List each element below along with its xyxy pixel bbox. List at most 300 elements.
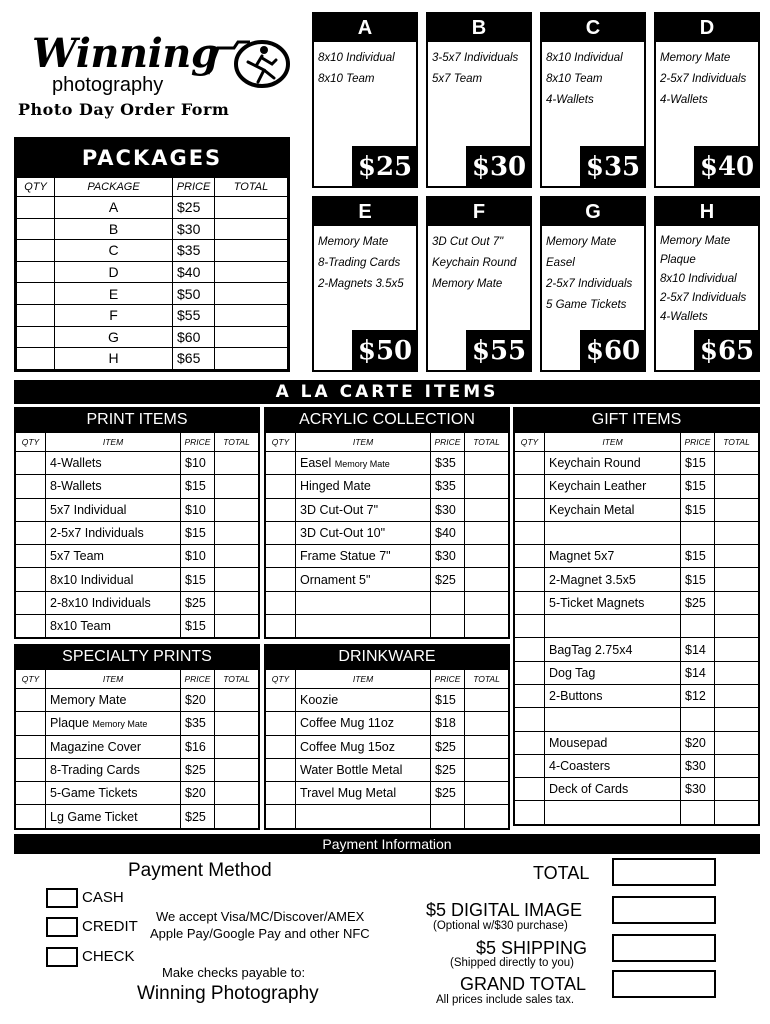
- section-title: GIFT ITEMS: [514, 408, 759, 432]
- item-row: [16, 591, 259, 614]
- item-row: [266, 758, 509, 781]
- cash-label: CASH: [82, 889, 124, 906]
- item-price: $35: [431, 452, 465, 475]
- total-cell[interactable]: [715, 498, 759, 521]
- item-name: 4-Coasters: [549, 759, 611, 773]
- item-cell: [296, 782, 431, 805]
- package-letter: F: [55, 304, 173, 326]
- accept-line-2: Apple Pay/Google Pay and other NFC: [150, 926, 370, 941]
- item-note: Memory Mate: [92, 719, 148, 730]
- item-row: [515, 452, 759, 475]
- col-total: TOTAL: [465, 433, 509, 452]
- item-cell: [545, 591, 681, 614]
- item-name: Koozie: [300, 693, 339, 708]
- qty-cell[interactable]: [515, 545, 545, 568]
- print-items-section: [14, 407, 260, 639]
- total-cell[interactable]: [215, 545, 259, 568]
- qty-cell[interactable]: [266, 498, 296, 521]
- qty-cell[interactable]: [266, 475, 296, 498]
- total-cell[interactable]: [465, 615, 509, 638]
- item-cell: [296, 498, 431, 521]
- card-letter: H: [656, 198, 758, 226]
- total-cell[interactable]: [715, 615, 759, 638]
- item-name: Keychain Round: [549, 456, 641, 471]
- item-price: [681, 801, 715, 824]
- item-price: $10: [181, 498, 215, 521]
- item-row: [16, 712, 259, 735]
- item-price: [681, 708, 715, 731]
- item-name: Easel: [300, 456, 332, 471]
- qty-cell[interactable]: [17, 261, 55, 283]
- total-cell[interactable]: [465, 712, 509, 735]
- card-item: 3-5x7 Individuals: [432, 52, 519, 64]
- item-price: $30: [431, 545, 465, 568]
- card-items: [428, 42, 530, 90]
- total-cell[interactable]: [215, 521, 259, 544]
- qty-cell[interactable]: [266, 735, 296, 758]
- package-row: [17, 348, 288, 370]
- item-row: [515, 475, 759, 498]
- package-letter: E: [55, 283, 173, 305]
- card-item: 2-5x7 Individuals: [660, 292, 747, 304]
- qty-cell[interactable]: [266, 805, 296, 828]
- qty-cell[interactable]: [266, 545, 296, 568]
- qty-cell[interactable]: [16, 782, 46, 805]
- qty-cell[interactable]: [266, 782, 296, 805]
- qty-cell[interactable]: [266, 712, 296, 735]
- col-total: TOTAL: [465, 670, 509, 689]
- card-item: 2-Magnets 3.5x5: [318, 278, 404, 290]
- card-letter: F: [428, 198, 530, 226]
- item-cell: [545, 475, 681, 498]
- package-card-g: [540, 196, 646, 372]
- item-name: Memory Mate: [50, 693, 127, 708]
- card-item: 4-Wallets: [660, 311, 708, 323]
- qty-cell[interactable]: [515, 661, 545, 684]
- qty-cell[interactable]: [16, 452, 46, 475]
- total-cell[interactable]: [215, 452, 259, 475]
- total-cell[interactable]: [215, 782, 259, 805]
- total-cell[interactable]: [465, 758, 509, 781]
- qty-cell[interactable]: [266, 452, 296, 475]
- packages-title: PACKAGES: [16, 139, 288, 177]
- package-card-a: [312, 12, 418, 188]
- cash-checkbox[interactable]: [46, 888, 78, 908]
- qty-cell[interactable]: [17, 326, 55, 348]
- col-price: PRICE: [431, 433, 465, 452]
- total-cell[interactable]: [215, 304, 288, 326]
- total-cell[interactable]: [215, 218, 288, 240]
- alacarte-title: A LA CARTE ITEMS: [14, 380, 760, 404]
- total-cell[interactable]: [715, 684, 759, 707]
- card-item: 2-5x7 Individuals: [546, 278, 633, 290]
- qty-cell[interactable]: [515, 754, 545, 777]
- payable-line: Make checks payable to:: [162, 965, 306, 980]
- card-item: 5x7 Team: [432, 73, 483, 85]
- qty-cell[interactable]: [16, 615, 46, 638]
- item-row: [266, 712, 509, 735]
- qty-cell[interactable]: [16, 568, 46, 591]
- total-cell[interactable]: [715, 754, 759, 777]
- item-row: [266, 782, 509, 805]
- item-price: $15: [681, 568, 715, 591]
- item-cell: [545, 545, 681, 568]
- qty-cell[interactable]: [266, 568, 296, 591]
- item-name: BagTag 2.75x4: [549, 642, 633, 657]
- card-price: $40: [694, 146, 760, 188]
- total-cell[interactable]: [465, 568, 509, 591]
- logo-sub: photography: [52, 74, 164, 96]
- total-cell[interactable]: [215, 240, 288, 262]
- qty-cell[interactable]: [515, 638, 545, 661]
- qty-cell[interactable]: [515, 498, 545, 521]
- item-price: [681, 521, 715, 544]
- qty-cell[interactable]: [16, 712, 46, 735]
- total-cell[interactable]: [715, 661, 759, 684]
- total-cell[interactable]: [215, 261, 288, 283]
- total-cell[interactable]: [715, 545, 759, 568]
- item-price: $14: [681, 661, 715, 684]
- qty-cell[interactable]: [16, 805, 46, 828]
- total-field[interactable]: [612, 858, 716, 886]
- package-row: [17, 283, 288, 305]
- card-letter: D: [656, 14, 758, 42]
- item-row: [266, 545, 509, 568]
- total-cell[interactable]: [715, 591, 759, 614]
- item-cell: [545, 801, 681, 824]
- qty-cell[interactable]: [16, 591, 46, 614]
- item-name: 8x10 Individual: [50, 572, 134, 587]
- col-price: PRICE: [173, 178, 215, 197]
- check-label: CHECK: [82, 948, 135, 965]
- package-letter: A: [55, 197, 173, 219]
- shipping-field[interactable]: [612, 934, 716, 962]
- packages-table: [14, 137, 290, 372]
- qty-cell[interactable]: [515, 452, 545, 475]
- card-items: [542, 42, 644, 111]
- package-price: $60: [173, 326, 215, 348]
- section-title: ACRYLIC COLLECTION: [265, 408, 509, 432]
- item-name: 2-Magnet 3.5x5: [549, 572, 636, 587]
- card-item: 8x10 Individual: [546, 52, 623, 64]
- item-price: [681, 615, 715, 638]
- total-cell[interactable]: [465, 475, 509, 498]
- item-name: Keychain Metal: [549, 502, 635, 517]
- credit-checkbox[interactable]: [46, 917, 78, 937]
- item-cell: [296, 591, 431, 614]
- qty-cell[interactable]: [16, 689, 46, 712]
- package-letter: B: [55, 218, 173, 240]
- item-name: 2-Buttons: [549, 689, 603, 704]
- total-cell[interactable]: [715, 521, 759, 544]
- item-cell: [46, 782, 181, 805]
- qty-cell[interactable]: [515, 615, 545, 638]
- form-title: Photo Day Order Form: [18, 100, 230, 119]
- digital-image-note: (Optional w/$30 purchase): [433, 920, 568, 932]
- total-cell[interactable]: [715, 568, 759, 591]
- col-qty: QTY: [16, 670, 46, 689]
- total-cell[interactable]: [215, 805, 259, 828]
- total-cell[interactable]: [465, 689, 509, 712]
- credit-label: CREDIT: [82, 918, 138, 935]
- card-price: $30: [466, 146, 532, 188]
- digital-image-field[interactable]: [612, 896, 716, 924]
- col-total: TOTAL: [215, 178, 288, 197]
- col-item: ITEM: [296, 670, 431, 689]
- qty-cell[interactable]: [515, 568, 545, 591]
- total-cell[interactable]: [465, 735, 509, 758]
- grand-total-label: GRAND TOTAL: [460, 974, 587, 994]
- total-cell[interactable]: [715, 475, 759, 498]
- item-name: Mousepad: [549, 735, 608, 750]
- item-price: $25: [431, 735, 465, 758]
- package-card-f: [426, 196, 532, 372]
- item-price: $30: [681, 754, 715, 777]
- card-item: Keychain Round: [432, 257, 517, 269]
- qty-cell[interactable]: [515, 475, 545, 498]
- qty-cell[interactable]: [266, 591, 296, 614]
- card-price: $65: [694, 330, 760, 372]
- item-cell: [545, 498, 681, 521]
- item-cell: [296, 475, 431, 498]
- qty-cell[interactable]: [16, 475, 46, 498]
- total-cell[interactable]: [715, 731, 759, 754]
- total-cell[interactable]: [215, 568, 259, 591]
- item-note: Memory Mate: [334, 459, 390, 470]
- total-cell[interactable]: [215, 197, 288, 219]
- item-price: $15: [681, 545, 715, 568]
- col-qty: QTY: [515, 433, 545, 452]
- item-price: $25: [181, 805, 215, 828]
- card-item: 2-5x7 Individuals: [660, 73, 747, 85]
- item-price: $16: [181, 735, 215, 758]
- col-price: PRICE: [431, 670, 465, 689]
- shipping-note: (Shipped directly to you): [450, 957, 575, 969]
- check-checkbox[interactable]: [46, 947, 78, 967]
- item-name: 5-Game Tickets: [50, 786, 138, 801]
- item-row: [266, 615, 509, 638]
- card-item: 3D Cut Out 7": [432, 236, 504, 248]
- card-price: $55: [466, 330, 532, 372]
- item-price: $25: [431, 782, 465, 805]
- item-name: Keychain Leather: [549, 479, 647, 494]
- item-price: $12: [681, 684, 715, 707]
- col-total: TOTAL: [215, 433, 259, 452]
- item-price: $15: [681, 498, 715, 521]
- package-row: [17, 240, 288, 262]
- total-cell[interactable]: [465, 452, 509, 475]
- item-row: [16, 615, 259, 638]
- item-name: Lg Game Ticket: [50, 809, 138, 824]
- qty-cell[interactable]: [16, 758, 46, 781]
- item-row: [16, 521, 259, 544]
- package-letter: G: [55, 326, 173, 348]
- qty-cell[interactable]: [266, 615, 296, 638]
- item-price: $30: [681, 778, 715, 801]
- total-cell[interactable]: [215, 283, 288, 305]
- package-card-c: [540, 12, 646, 188]
- qty-cell[interactable]: [16, 521, 46, 544]
- total-cell[interactable]: [215, 689, 259, 712]
- card-item: Memory Mate Easel: [546, 236, 617, 269]
- item-row: [515, 801, 759, 824]
- qty-cell[interactable]: [17, 197, 55, 219]
- total-cell[interactable]: [215, 758, 259, 781]
- qty-cell[interactable]: [515, 684, 545, 707]
- item-row: [515, 731, 759, 754]
- card-letter: G: [542, 198, 644, 226]
- card-price: $60: [580, 330, 646, 372]
- item-name: Travel Mug Metal: [300, 786, 397, 801]
- item-price: [431, 615, 465, 638]
- item-cell: [296, 712, 431, 735]
- total-cell[interactable]: [215, 591, 259, 614]
- item-name: 8-Wallets: [50, 479, 102, 494]
- item-price: [431, 805, 465, 828]
- item-cell: [545, 615, 681, 638]
- item-price: $14: [681, 638, 715, 661]
- total-cell[interactable]: [215, 498, 259, 521]
- item-row: [515, 684, 759, 707]
- total-cell[interactable]: [215, 348, 288, 370]
- item-row: [515, 568, 759, 591]
- item-cell: [545, 684, 681, 707]
- total-cell[interactable]: [715, 801, 759, 824]
- item-row: [266, 591, 509, 614]
- item-price: $35: [181, 712, 215, 735]
- card-item: 5 Game Tickets: [546, 299, 627, 311]
- item-name: Hinged Mate: [300, 479, 371, 494]
- item-cell: [46, 475, 181, 498]
- item-price: $20: [181, 689, 215, 712]
- total-cell[interactable]: [465, 805, 509, 828]
- qty-cell[interactable]: [16, 545, 46, 568]
- col-qty: QTY: [266, 670, 296, 689]
- accept-line-1: We accept Visa/MC/Discover/AMEX: [156, 909, 365, 924]
- drinkware-section: [264, 644, 510, 830]
- qty-cell[interactable]: [17, 218, 55, 240]
- qty-cell[interactable]: [16, 735, 46, 758]
- item-row: [515, 591, 759, 614]
- item-cell: [296, 545, 431, 568]
- item-cell: [46, 591, 181, 614]
- item-name: Coffee Mug 15oz: [300, 739, 395, 754]
- item-cell: [46, 568, 181, 591]
- total-cell[interactable]: [465, 782, 509, 805]
- qty-cell[interactable]: [17, 240, 55, 262]
- total-cell[interactable]: [215, 712, 259, 735]
- item-cell: [296, 615, 431, 638]
- package-row: [17, 218, 288, 240]
- qty-cell[interactable]: [17, 348, 55, 370]
- item-row: [515, 754, 759, 777]
- item-row: [266, 452, 509, 475]
- package-row: [17, 197, 288, 219]
- payment-info-header: Payment Information: [14, 834, 760, 854]
- item-name: 4-Wallets: [50, 456, 102, 471]
- total-cell[interactable]: [215, 735, 259, 758]
- item-cell: [545, 521, 681, 544]
- item-row: [16, 782, 259, 805]
- qty-cell[interactable]: [16, 498, 46, 521]
- total-cell[interactable]: [715, 638, 759, 661]
- item-row: [16, 735, 259, 758]
- qty-cell[interactable]: [515, 778, 545, 801]
- item-name: Magazine Cover: [50, 739, 142, 754]
- item-name: 3D Cut-Out 7": [300, 502, 379, 517]
- total-cell[interactable]: [215, 615, 259, 638]
- item-name: Frame Statue 7": [300, 549, 391, 564]
- total-cell[interactable]: [465, 498, 509, 521]
- specialty-prints-section: [14, 644, 260, 830]
- grand-total-field[interactable]: [612, 970, 716, 998]
- item-price: $25: [431, 758, 465, 781]
- total-cell[interactable]: [465, 591, 509, 614]
- item-price: $35: [431, 475, 465, 498]
- card-item: 8x10 Individual: [660, 273, 737, 285]
- qty-cell[interactable]: [515, 521, 545, 544]
- total-cell[interactable]: [465, 521, 509, 544]
- card-item: Memory Mate: [432, 278, 503, 290]
- item-cell: [296, 735, 431, 758]
- qty-cell[interactable]: [17, 283, 55, 305]
- item-cell: [46, 712, 181, 735]
- qty-cell[interactable]: [17, 304, 55, 326]
- col-qty: QTY: [17, 178, 55, 197]
- card-item: 8x10 Individual: [318, 52, 395, 64]
- total-cell[interactable]: [715, 778, 759, 801]
- item-row: [16, 452, 259, 475]
- qty-cell[interactable]: [515, 708, 545, 731]
- total-cell[interactable]: [215, 326, 288, 348]
- item-price: $20: [681, 731, 715, 754]
- item-cell: [46, 615, 181, 638]
- digital-image-label: $5 DIGITAL IMAGE: [426, 900, 583, 920]
- item-price: $15: [181, 475, 215, 498]
- item-name: 5x7 Team: [50, 549, 104, 564]
- qty-cell[interactable]: [266, 758, 296, 781]
- card-items: [656, 226, 758, 327]
- total-cell[interactable]: [215, 475, 259, 498]
- total-cell[interactable]: [715, 708, 759, 731]
- package-row: [17, 326, 288, 348]
- item-price: $20: [181, 782, 215, 805]
- tax-note: All prices include sales tax.: [436, 994, 575, 1006]
- item-cell: [545, 638, 681, 661]
- total-cell[interactable]: [715, 452, 759, 475]
- item-cell: [545, 452, 681, 475]
- item-row: [266, 475, 509, 498]
- total-label: TOTAL: [533, 863, 590, 883]
- item-row: [515, 661, 759, 684]
- total-cell[interactable]: [465, 545, 509, 568]
- item-cell: [46, 452, 181, 475]
- item-name: 5-Ticket Magnets: [549, 595, 645, 610]
- item-cell: [46, 758, 181, 781]
- qty-cell[interactable]: [515, 591, 545, 614]
- qty-cell[interactable]: [266, 689, 296, 712]
- item-cell: [46, 545, 181, 568]
- item-cell: [46, 735, 181, 758]
- qty-cell[interactable]: [266, 521, 296, 544]
- item-name: 5x7 Individual: [50, 502, 127, 517]
- qty-cell[interactable]: [515, 801, 545, 824]
- package-card-b: [426, 12, 532, 188]
- item-row: [266, 689, 509, 712]
- card-items: [314, 42, 416, 90]
- qty-cell[interactable]: [515, 731, 545, 754]
- item-price: $30: [431, 498, 465, 521]
